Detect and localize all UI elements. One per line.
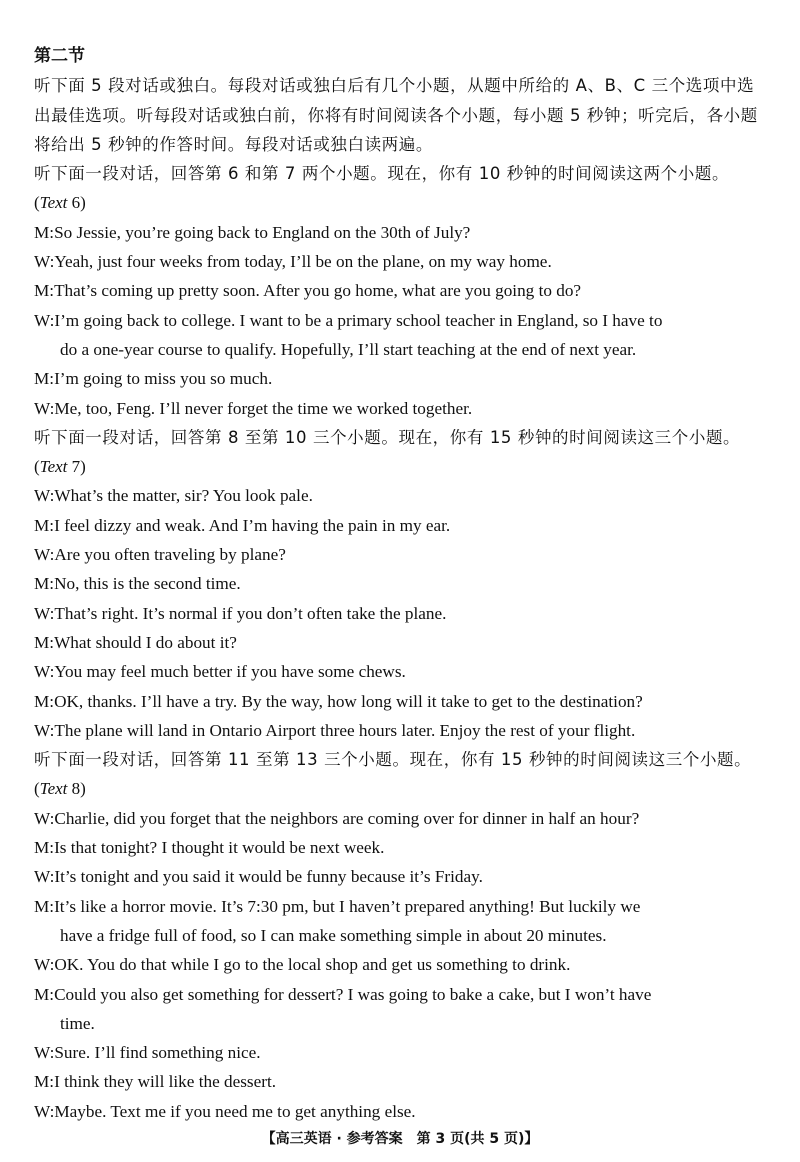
instruction-line: 出最佳选项。听每段对话或独白前，你将有时间阅读各个小题，每小题 5 秒钟；听完后，各小题 [34, 105, 758, 125]
dialogue-line [34, 804, 774, 833]
utterance-text: Maybe. Text me if you need me to get anything else. [54, 1101, 416, 1121]
utterance-continuation: do a one-year course to qualify. Hopefully, I’ll start teaching at the end of next year. [60, 339, 637, 359]
dialogues-container [34, 159, 774, 1126]
dialogue-line [34, 511, 774, 540]
speaker-label: W: [34, 662, 55, 682]
speaker-label: W: [34, 720, 55, 740]
speaker-label: M: [34, 632, 55, 652]
utterance-text: I’m going to miss you so much. [54, 369, 273, 389]
speaker-label: W: [34, 545, 55, 565]
utterance-text: No, this is the second time. [54, 574, 241, 594]
section-instructions [34, 71, 774, 159]
dialogue-line [34, 892, 774, 921]
speaker-label: W: [34, 955, 55, 975]
dialogue-line [34, 394, 774, 423]
speaker-label: M: [34, 896, 55, 916]
text-block [34, 423, 774, 745]
dialogue-line [34, 1067, 774, 1096]
text-block [34, 745, 774, 1126]
utterance-text: It’s like a horror movie. It’s 7:30 pm, but I haven’t prepared anything! But luckily we [54, 896, 641, 916]
speaker-label: W: [34, 808, 55, 828]
utterance-text: Charlie, did you forget that the neighbors are coming over for dinner in half an hour? [54, 808, 640, 828]
dialogue-line [34, 716, 774, 745]
speaker-label: W: [34, 398, 55, 418]
utterance-text: I think they will like the dessert. [54, 1072, 277, 1092]
speaker-label: M: [34, 222, 55, 242]
text-label-word: Text [39, 779, 68, 799]
text-intro: 听下面一段对话，回答第 11 至第 13 三个小题。现在，你有 15 秒钟的时间阅读这三个小题。 [34, 750, 752, 770]
dialogue-line [34, 481, 774, 510]
text-label: (Text 8) [34, 779, 86, 799]
speaker-label: M: [34, 691, 55, 711]
speaker-label: W: [34, 252, 55, 272]
utterance-text: You may feel much better if you have some chews. [54, 662, 406, 682]
speaker-label: W: [34, 603, 55, 623]
section-title: 第二节 [34, 46, 85, 66]
speaker-label: M: [34, 984, 55, 1004]
utterance-text: OK, thanks. I’ll have a try. By the way, how long will it take to get to the destination? [54, 691, 643, 711]
dialogue-line [34, 862, 774, 891]
utterance-text: What’s the matter, sir? You look pale. [54, 486, 313, 506]
dialogue-line [34, 628, 774, 657]
dialogue-line [34, 1097, 774, 1126]
utterance-text: Are you often traveling by plane? [54, 545, 286, 565]
utterance-text: Sure. I’ll find something nice. [54, 1043, 261, 1063]
instruction-line: 听下面 5 段对话或独白。每段对话或独白后有几个小题，从题中所给的 A、B、C 三个选项中选 [34, 76, 755, 96]
text-label-number: 8 [71, 779, 81, 799]
speaker-label: W: [34, 310, 55, 330]
dialogue-line [34, 1038, 774, 1067]
speaker-label: W: [34, 1101, 55, 1121]
utterance-text: I feel dizzy and weak. And I’m having the pain in my ear. [54, 515, 451, 535]
dialogue-line [34, 540, 774, 569]
utterance-text: Me, too, Feng. I’ll never forget the time we worked together. [54, 398, 473, 418]
dialogue-line [34, 218, 774, 247]
dialogue-line [34, 306, 774, 335]
dialogue-line [34, 364, 774, 393]
dialogue-line [34, 599, 774, 628]
text-label-word: Text [39, 457, 68, 477]
utterance-text: So Jessie, you’re going back to England on the 30th of July? [54, 222, 471, 242]
dialogue-line [34, 276, 774, 305]
text-block [34, 159, 774, 423]
text-label: (Text 6) [34, 193, 86, 213]
speaker-label: W: [34, 867, 55, 887]
speaker-label: M: [34, 1072, 55, 1092]
text-label: (Text 7) [34, 457, 86, 477]
dialogue-line [34, 569, 774, 598]
instruction-line: 将给出 5 秒钟的作答时间。每段对话或独白读两遍。 [34, 134, 433, 154]
utterance-text: The plane will land in Ontario Airport three hours later. Enjoy the rest of your flight. [54, 720, 636, 740]
dialogue-line [34, 833, 774, 862]
text-label-number: 6 [71, 193, 81, 213]
text-intro: 听下面一段对话，回答第 6 和第 7 两个小题。现在，你有 10 秒钟的时间阅读这两个小题。 [34, 164, 730, 184]
utterance-text: Could you also get something for dessert? I was going to bake a cake, but I won’t have [54, 984, 652, 1004]
utterance-text: What should I do about it? [54, 632, 237, 652]
speaker-label: M: [34, 281, 55, 301]
dialogue-line [34, 687, 774, 716]
utterance-text: OK. You do that while I go to the local shop and get us something to drink. [54, 955, 571, 975]
dialogue-line [34, 950, 774, 979]
utterance-text: That’s coming up pretty soon. After you go home, what are you going to do? [54, 281, 582, 301]
dialogue-line [34, 657, 774, 686]
speaker-label: M: [34, 369, 55, 389]
speaker-label: M: [34, 838, 55, 858]
utterance-text: Is that tonight? I thought it would be next week. [54, 838, 385, 858]
dialogue-line [34, 980, 774, 1009]
speaker-label: M: [34, 574, 55, 594]
answer-page [34, 42, 774, 1126]
utterance-text: It’s tonight and you said it would be funny because it’s Friday. [54, 867, 483, 887]
utterance-text: I’m going back to college. I want to be a primary school teacher in England, so I have to [54, 310, 663, 330]
utterance-text: That’s right. It’s normal if you don’t often take the plane. [54, 603, 447, 623]
utterance-continuation: time. [60, 1013, 95, 1033]
speaker-label: W: [34, 1043, 55, 1063]
text-label-word: Text [39, 193, 68, 213]
page-footer: 【高三英语 · 参考答案 第 3 页(共 5 页)】 [261, 1131, 539, 1147]
utterance-continuation: have a fridge full of food, so I can make something simple in about 20 minutes. [60, 925, 607, 945]
speaker-label: M: [34, 515, 55, 535]
text-intro: 听下面一段对话，回答第 8 至第 10 三个小题。现在，你有 15 秒钟的时间阅读这三个小题。 [34, 427, 741, 447]
text-label-number: 7 [71, 457, 81, 477]
dialogue-line [34, 247, 774, 276]
utterance-text: Yeah, just four weeks from today, I’ll be on the plane, on my way home. [54, 252, 552, 272]
speaker-label: W: [34, 486, 55, 506]
